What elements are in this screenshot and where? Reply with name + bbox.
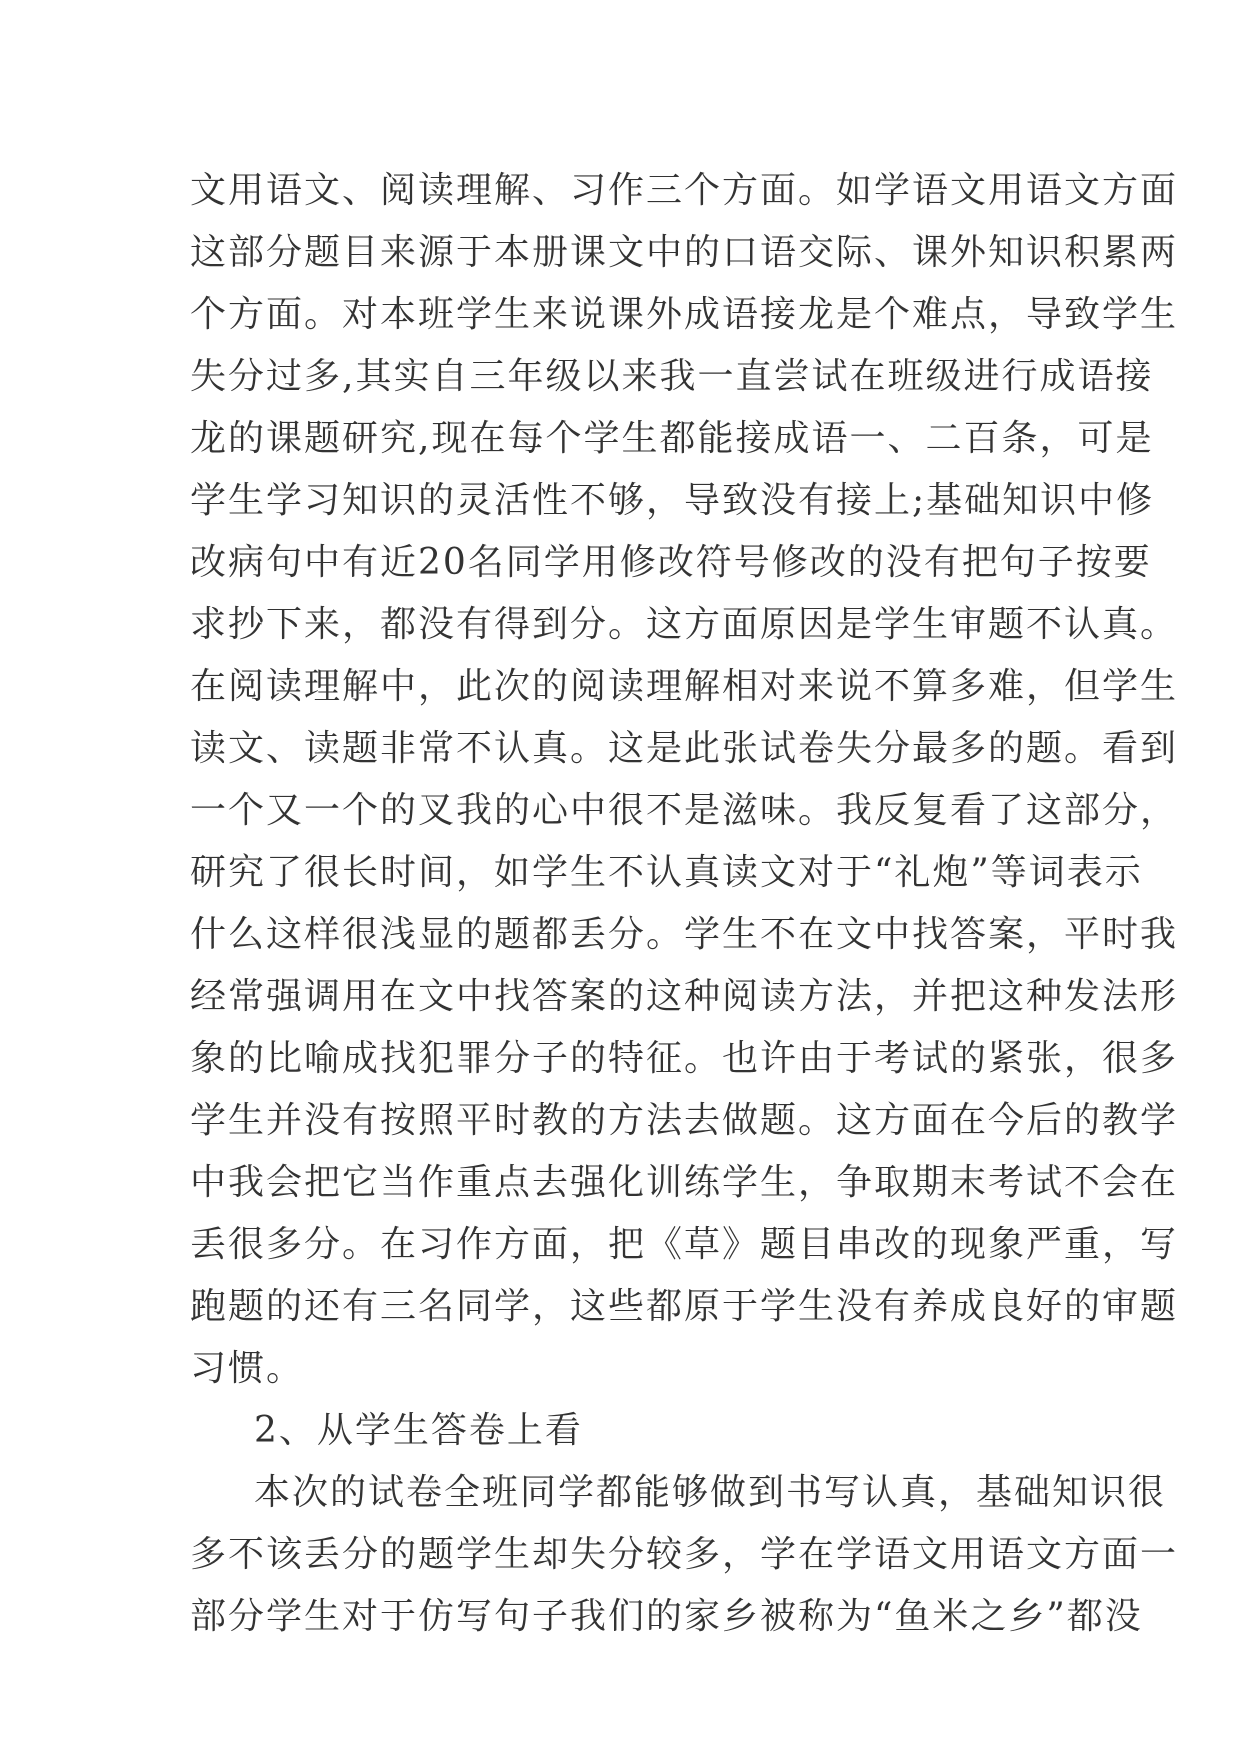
section-heading: 2、从学生答卷上看 bbox=[254, 1410, 583, 1451]
text-line: 跑题的还有三名同学，这些都原于学生没有养成良好的审题 bbox=[190, 1286, 1179, 1327]
text-line: 在阅读理解中，此次的阅读理解相对来说不算多难，但学生 bbox=[190, 666, 1179, 707]
text-line: 丢很多分。在习作方面，把《草》题目串改的现象严重，写 bbox=[190, 1224, 1179, 1265]
text-line: 这部分题目来源于本册课文中的口语交际、课外知识积累两 bbox=[190, 232, 1179, 273]
text-line: 求抄下来，都没有得到分。这方面原因是学生审题不认真。 bbox=[190, 604, 1179, 645]
text-line: 经常强调用在文中找答案的这种阅读方法，并把这种发法形 bbox=[190, 976, 1179, 1017]
text-line: 本次的试卷全班同学都能够做到书写认真，基础知识很 bbox=[254, 1472, 1167, 1513]
text-line: 研究了很长时间，如学生不认真读文对于“礼炮”等词表示 bbox=[190, 852, 1143, 893]
text-line: 读文、读题非常不认真。这是此张试卷失分最多的题。看到 bbox=[190, 728, 1179, 769]
text-line: 中我会把它当作重点去强化训练学生，争取期末考试不会在 bbox=[190, 1162, 1179, 1203]
text-line: 部分学生对于仿写句子我们的家乡被称为“鱼米之乡”都没 bbox=[190, 1596, 1143, 1637]
text-line: 习惯。 bbox=[190, 1348, 305, 1389]
text-line: 失分过多,其实自三年级以来我一直尝试在班级进行成语接 bbox=[190, 356, 1154, 397]
text-line: 多不该丢分的题学生却失分较多，学在学语文用语文方面一 bbox=[190, 1534, 1179, 1575]
text-line: 一个又一个的叉我的心中很不是滋味。我反复看了这部分， bbox=[190, 790, 1179, 831]
text-line: 改病句中有近20名同学用修改符号修改的没有把句子按要 bbox=[190, 542, 1152, 583]
text-line: 文用语文、阅读理解、习作三个方面。如学语文用语文方面 bbox=[190, 170, 1179, 211]
body-text bbox=[190, 160, 1179, 1648]
text-line: 学生学习知识的灵活性不够，导致没有接上;基础知识中修 bbox=[190, 480, 1155, 521]
text-line: 象的比喻成找犯罪分子的特征。也许由于考试的紧张，很多 bbox=[190, 1038, 1179, 1079]
text-line: 什么这样很浅显的题都丢分。学生不在文中找答案，平时我 bbox=[190, 914, 1179, 955]
text-line: 学生并没有按照平时教的方法去做题。这方面在今后的教学 bbox=[190, 1100, 1179, 1141]
text-line: 个方面。对本班学生来说课外成语接龙是个难点，导致学生 bbox=[190, 294, 1179, 335]
text-line: 龙的课题研究,现在每个学生都能接成语一、二百条，可是 bbox=[190, 418, 1154, 459]
